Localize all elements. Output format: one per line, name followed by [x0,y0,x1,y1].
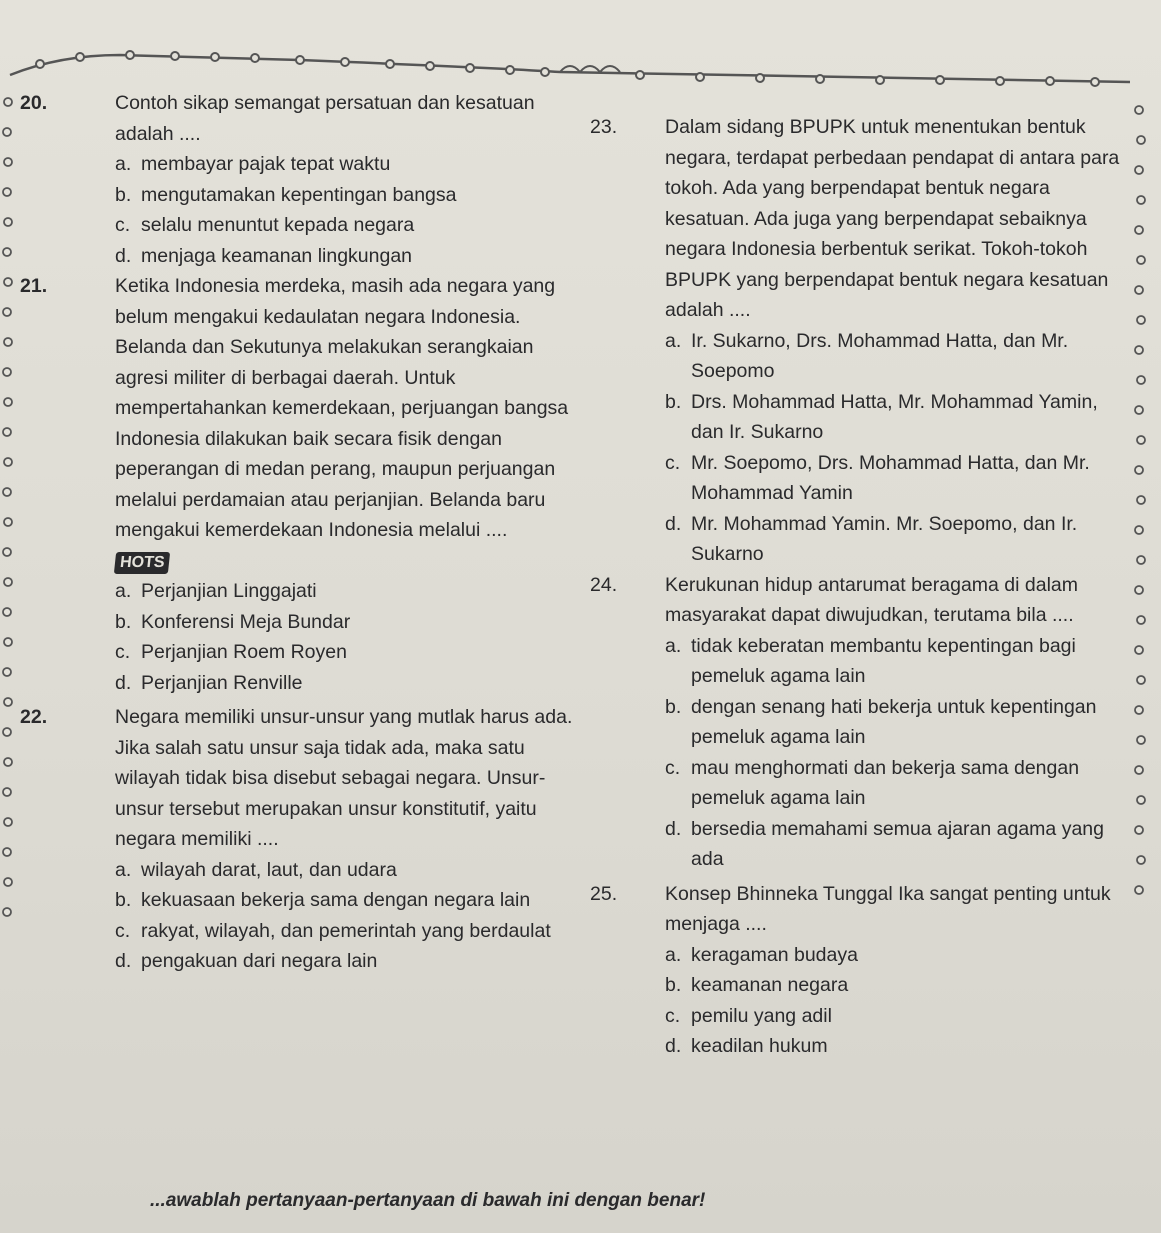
question-22 [20,702,580,977]
section-instruction: ...awablah pertanyaan-pertanyaan di bawah ini dengan benar! [150,1190,706,1211]
option-b[interactable]: b. mengutamakan kepentingan bangsa [115,183,457,206]
option-b[interactable]: b. Konferensi Meja Bundar [115,610,351,633]
question-stem: Ketika Indonesia merdeka, masih ada negara yang belum mengakui kedaulatan negara Indonesia. Belanda dan Sekutunya melakukan serangkaian agresi militer di berbagai daerah. Untuk mempertahankan kemerdekaan, perjuangan bangsa Indonesia dilakukan baik secara fisik dengan peperangan di medan perang, maupun perjuangan melalui perdamaian atau perjanjian. Belanda baru mengakui kemerdekaan Indonesia melalui .... [115,275,569,541]
right-column [590,112,1120,1062]
question-number: 22. [20,706,48,728]
option-b[interactable]: b. dengan senang hati bekerja untuk kepentingan pemeluk agama lain [665,695,1097,748]
question-stem: Kerukunan hidup antarumat beragama di dalam masyarakat dapat diwujudkan, terutama bila .... [665,573,1079,626]
option-a[interactable]: a. membayar pajak tepat waktu [115,153,391,175]
option-c[interactable]: c. mau menghormati dan bekerja sama dengan pemeluk agama lain [665,756,1080,809]
option-d[interactable]: d. Mr. Mohammad Yamin. Mr. Soepomo, dan Ir. Sukarno [665,512,1078,565]
question-number: 24. [590,573,618,596]
option-c[interactable]: c. Mr. Soepomo, Drs. Mohammad Hatta, dan Mr. Mohammad Yamin [665,451,1090,504]
question-21 [20,271,580,698]
option-d[interactable]: d. keadilan hukum [665,1035,828,1057]
question-stem: Negara memiliki unsur-unsur yang mutlak harus ada. Jika salah satu unsur saja tidak ada, maka satu wilayah tidak bisa disebut sebagai negara. Unsur-unsur tersebut merupakan unsur konstitutif, yaitu negara memiliki .... [115,706,573,850]
question-25 [590,879,1120,1062]
option-c[interactable]: c. pemilu yang adil [665,1004,832,1027]
option-a[interactable]: a. Perjanjian Linggajati [115,580,317,602]
option-a[interactable]: a. wilayah darat, laut, dan udara [115,858,397,881]
question-23 [590,112,1120,570]
option-c[interactable]: c. rakyat, wilayah, dan pemerintah yang berdaulat [115,919,551,942]
bead-chain-decoration [0,0,1161,90]
option-d[interactable]: d. bersedia memahami semua ajaran agama yang ada [665,817,1104,870]
question-stem: Konsep Bhinneka Tunggal Ika sangat penting untuk menjaga .... [665,882,1111,935]
question-number: 20. [20,92,48,114]
option-b[interactable]: b. keamanan negara [665,974,849,996]
option-b[interactable]: b. kekuasaan bekerja sama dengan negara lain [115,889,531,911]
question-number: 23. [590,116,618,138]
options-list [20,576,580,698]
option-d[interactable]: d. menjaga keamanan lingkungan [115,244,413,267]
option-c[interactable]: c. selalu menuntut kepada negara [115,214,415,236]
question-stem: Dalam sidang BPUPK untuk menentukan bentuk negara, terdapat perbedaan pendapat di antara para tokoh. Ada yang berpendapat bentuk negara kesatuan. Ada juga yang berpendapat sebaiknya negara Indonesia berbentuk serikat. Tokoh-tokoh BPUPK yang berpendapat bentuk negara kesatuan adalah .... [665,116,1120,321]
option-c[interactable]: c. Perjanjian Roem Royen [115,641,347,663]
option-a[interactable]: a. tidak keberatan membantu kepentingan bagi pemeluk agama lain [665,634,1076,687]
options-list [20,855,580,977]
options-list [590,631,1120,875]
options-list [20,149,580,271]
question-number: 21. [20,275,48,297]
options-list [590,326,1120,570]
question-24 [590,570,1120,875]
hots-badge: HOTS [114,552,171,574]
options-list [590,940,1120,1062]
option-b[interactable]: b. Drs. Mohammad Hatta, Mr. Mohammad Yamin, dan Ir. Sukarno [665,390,1098,443]
option-a[interactable]: a. Ir. Sukarno, Drs. Mohammad Hatta, dan Mr. Soepomo [665,329,1069,382]
option-d[interactable]: d. Perjanjian Renville [115,671,303,694]
left-column [20,88,580,977]
option-d[interactable]: d. pengakuan dari negara lain [115,950,378,972]
question-number: 25. [590,882,618,905]
question-stem: Contoh sikap semangat persatuan dan kesatuan adalah .... [115,92,535,145]
option-a[interactable]: a. keragaman budaya [665,943,858,966]
question-20 [20,88,580,271]
